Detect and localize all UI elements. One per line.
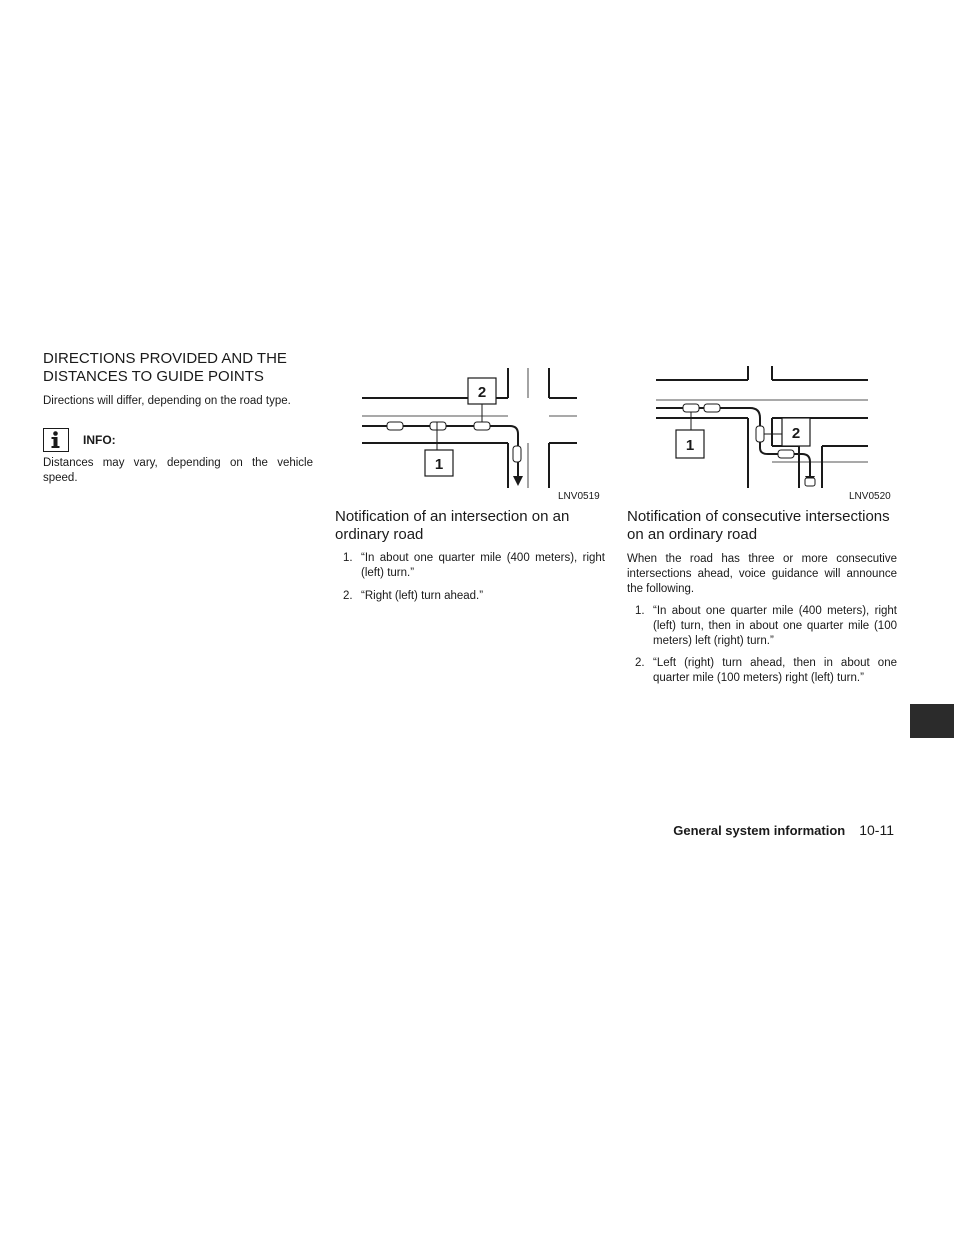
route-arrow-icon [513, 476, 523, 486]
figure-caption: LNV0520 [849, 491, 891, 502]
list-number: 2. [635, 657, 645, 669]
intersection-diagram [362, 368, 604, 488]
consecutive-intersections-diagram [654, 366, 870, 490]
list-number: 1. [635, 605, 645, 617]
subsection-title: Notification of an intersection on an ordinary road [335, 508, 570, 543]
car-icon [683, 404, 699, 412]
subsection-title: Notification of consecutive intersections on an ordinary road [627, 508, 890, 543]
callout-1-label: 1 [685, 437, 695, 454]
intro-paragraph: Directions will differ, depending on the road type. [43, 395, 291, 407]
car-icon [387, 422, 403, 430]
figure-intersection [362, 368, 604, 488]
car-icon [430, 422, 446, 430]
page-number: 10-11 [859, 822, 894, 838]
list-text: “Right (left) turn ahead.” [361, 590, 484, 602]
figure-consecutive [654, 366, 870, 490]
car-icon [704, 404, 720, 412]
section-title: DIRECTIONS PROVIDED AND THE DISTANCES TO GUIDE POINTS [43, 350, 287, 385]
list-text: “In about one quarter mile (400 meters), right (left) turn.” [361, 552, 605, 579]
figure-caption: LNV0519 [558, 491, 600, 502]
consecutive-intro: When the road has three or more consecutive intersections ahead, voice guidance will announce the following. [627, 553, 897, 595]
list-item [343, 551, 605, 583]
section-tab [910, 704, 954, 738]
list-number: 1. [343, 552, 353, 564]
page-footer [673, 822, 894, 838]
list-item [343, 589, 605, 605]
car-icon [513, 446, 521, 462]
info-label: INFO: [83, 433, 116, 447]
list-text: “Left (right) turn ahead, then in about one quarter mile (100 meters) right (left) turn.” [653, 657, 897, 684]
car-icon [756, 426, 764, 442]
car-icon [474, 422, 490, 430]
info-paragraph: Distances may vary, depending on the vehicle speed. [43, 457, 313, 484]
info-icon [43, 428, 69, 452]
callout-1-label: 1 [434, 456, 444, 473]
callout-2-label: 2 [791, 425, 801, 442]
list-item [635, 604, 897, 652]
callout-2-label: 2 [477, 384, 487, 401]
list-number: 2. [343, 590, 353, 602]
car-icon [778, 450, 794, 458]
list-item [635, 656, 897, 688]
footer-section-title: General system information [673, 823, 846, 838]
list-text: “In about one quarter mile (400 meters), right (left) turn, then in about one quarter mile (100 meters) left (right) turn.” [653, 605, 897, 647]
car-icon [805, 478, 815, 486]
info-note-header [43, 427, 116, 453]
